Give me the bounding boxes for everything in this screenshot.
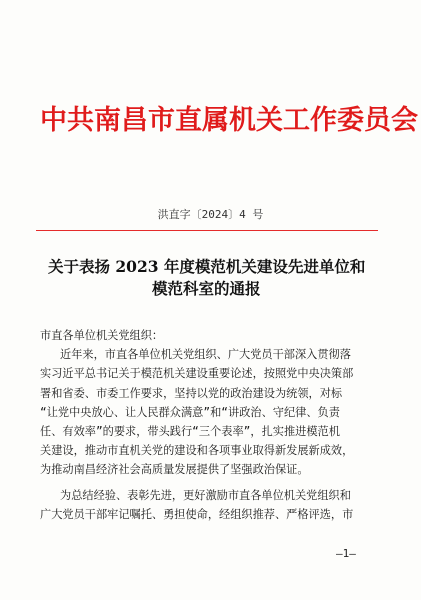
issuing-organization-header: 中共南昌市直属机关工作委员会 — [40, 105, 418, 136]
document-number: 洪直字〔2024〕4 号 — [157, 208, 264, 221]
page-number: —1— — [336, 547, 356, 560]
paragraph-1-line: “让党中央放心、让人民群众满意”和“讲政治、守纪律、负责 — [40, 405, 340, 419]
paragraph-1-line: 关建设，推动市直机关党的建设和各项事业取得新发展新成效， — [40, 444, 354, 458]
paragraph-1-line: 近年来，市直各单位机关党组织、广大党员干部深入贯彻落 — [60, 348, 351, 362]
paragraph-1-line: 署和省委、市委工作要求，坚持以党的政治建设为统领，对标 — [40, 386, 343, 400]
title-line-2: 模范科室的通报 — [152, 279, 261, 298]
paragraph-2-line: 广大党员干部牢记嘱托、勇担使命，经组织推荐、严格评选，市 — [40, 507, 354, 521]
document-body — [40, 326, 380, 524]
paragraph-1-line: 实习近平总书记关于模范机关建设重要论述，按照党中央决策部 — [40, 367, 354, 381]
document-title — [48, 256, 388, 300]
paragraph-1-line: 为推动南昌经济社会高质量发展提供了坚强政治保证。 — [40, 463, 309, 477]
paragraph-1-line: 任、有效率”的要求，带头践行“三个表率”，扎实推进模范机 — [40, 424, 340, 438]
title-line-1: 关于表扬 2023 年度模范机关建设先进单位和 — [48, 257, 366, 276]
paragraph-2-line: 为总结经验、表彰先进，更好激励市直各单位机关党组织和 — [60, 488, 351, 502]
red-separator-line — [36, 230, 378, 231]
salutation: 市直各单位机关党组织： — [40, 329, 164, 342]
